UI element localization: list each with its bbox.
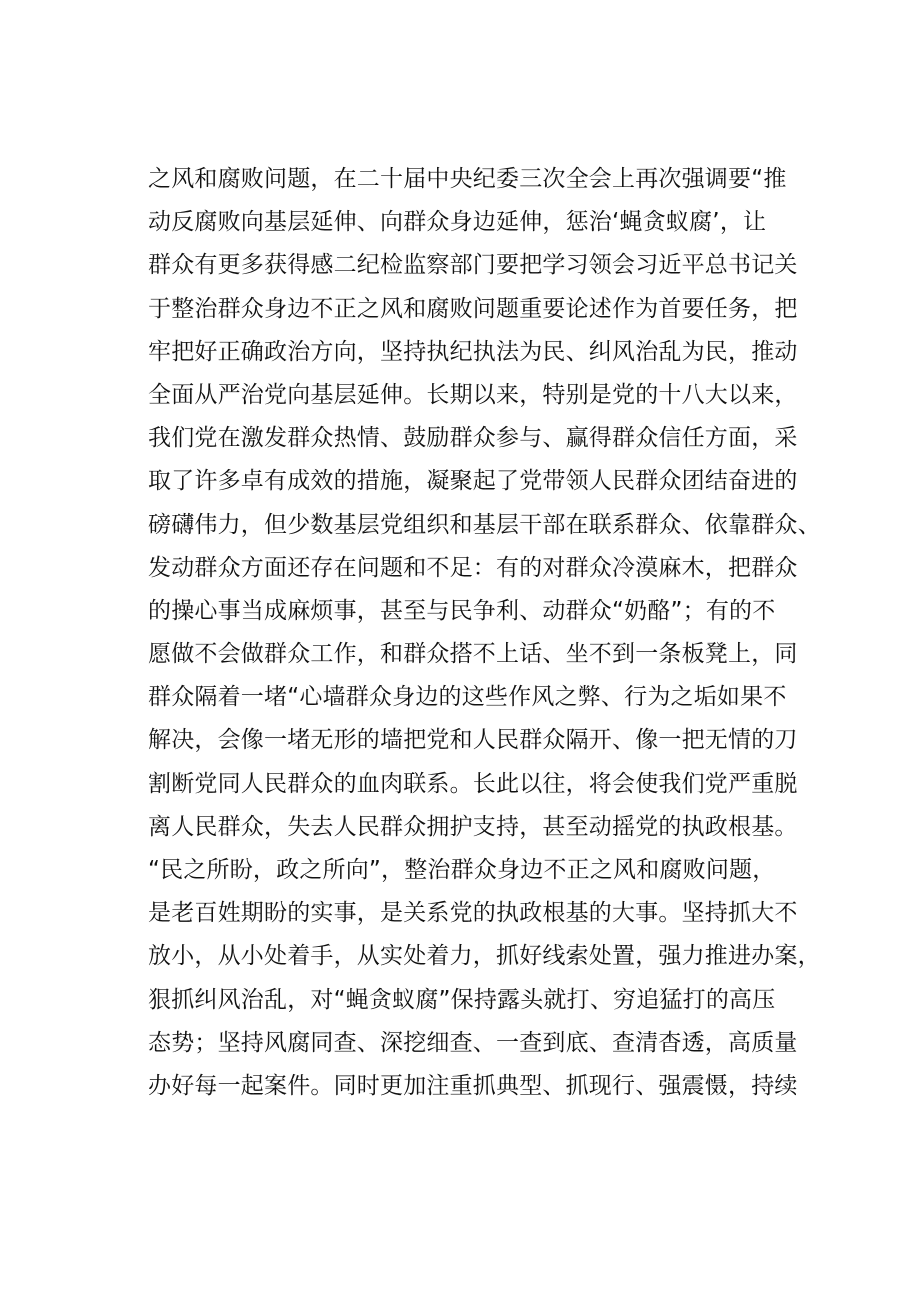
body-text <box>148 158 828 1108</box>
text-line: 割断党同人民群众的血肉联系。长此以往，将会使我们党严重脱 <box>148 770 798 797</box>
text-line: 是老百姓期盼的实事，是关系党的执政根基的大事。坚持抓大不 <box>148 900 798 927</box>
text-line: 动反腐败向基层延伸、向群众身边延伸，惩治‘蝇贪蚁腐’，让 <box>148 209 767 236</box>
text-line: 我们党在激发群众热情、鼓励群众参与、赢得群众信任方面，采 <box>148 425 798 452</box>
text-line: 全面从严治党向基层延伸。长期以来，特别是党的十八大以来， <box>148 381 798 408</box>
text-line: 离人民群众，失去人民群众拥护支持，甚至动摇党的执政根基。 <box>148 813 798 840</box>
text-line: 于整治群众身边不正之风和腐败问题重要论述作为首要任务，把 <box>148 295 798 322</box>
text-line: 群众隔着一堵“心墙群众身边的这些作风之弊、行为之垢如果不 <box>148 684 787 711</box>
text-line: “民之所盼，政之所向”，整治群众身边不正之风和腐败问题， <box>148 857 776 883</box>
text-line: 狠抓纠风治乱，对“蝇贪蚁腐”保持露头就打、穷追猛打的高压 <box>148 986 776 1013</box>
text-line: 之风和腐败问题，在二十届中央纪委三次全会上再次强调要“推 <box>148 166 787 192</box>
text-line: 发动群众方面还存在问题和不足：有的对群众冷漠麻木，把群众 <box>148 554 798 581</box>
text-line: 放小，从小处着手，从实处着力，抓好线索处置，强力推进办案， <box>148 943 821 970</box>
text-line: 取了许多卓有成效的措施，凝聚起了党带领人民群众团结奋进的 <box>148 468 798 495</box>
text-line: 愿做不会做群众工作，和群众搭不上话、坐不到一条板凳上，同 <box>148 641 798 668</box>
text-line: 态势；坚持风腐同查、深挖细查、一查到底、查清杳透，高质量 <box>148 1029 798 1056</box>
text-line: 的操心事当成麻烦事，甚至与民争利、动群众“奶酪”；有的不 <box>148 597 776 624</box>
text-line: 解决，会像一堵无形的墙把党和人民群众隔开、像一把无情的刀 <box>148 727 798 754</box>
text-line: 办好每一起案件。同时更加注重抓典型、抓现行、强震慑，持续 <box>148 1072 798 1099</box>
text-line: 群众有更多获得感二纪检监察部门要把学习领会习近平总书记关 <box>148 252 798 279</box>
text-line: 磅礴伟力，但少数基层党组织和基层干部在联系群众、依靠群众、 <box>148 511 821 538</box>
text-line: 牢把好正确政治方向，坚持执纪执法为民、纠风治乱为民，推动 <box>148 338 798 365</box>
